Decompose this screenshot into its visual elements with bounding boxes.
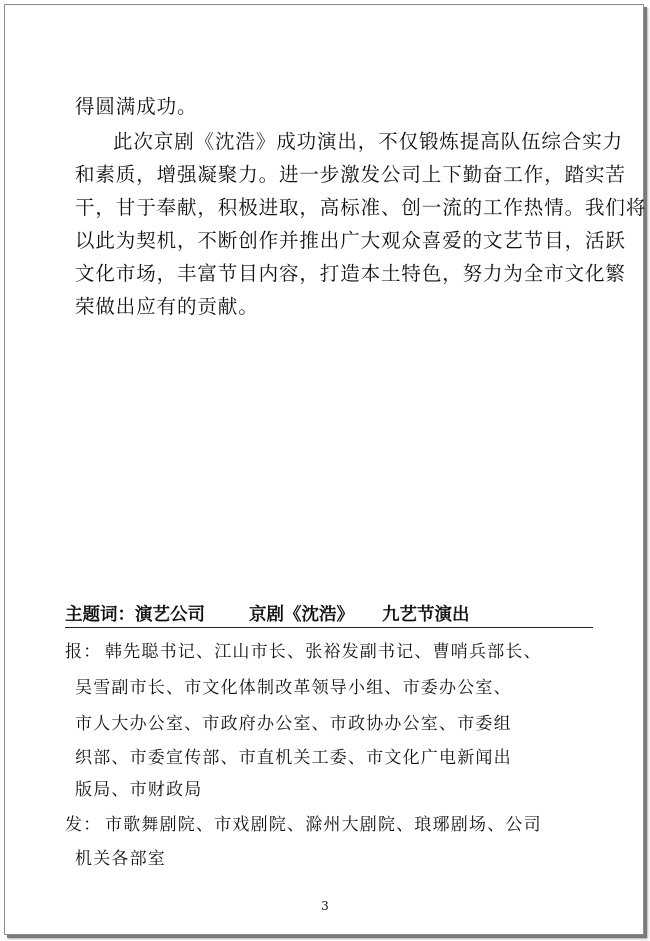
report-label: 报： [65, 642, 102, 662]
divider-rule [65, 627, 593, 628]
subject-label: 主题词：演艺公司 [65, 605, 205, 625]
send-line-2: 机关各部室 [75, 849, 166, 869]
send-label: 发： [65, 815, 102, 835]
body-line-4: 干，甘于奉献，积极进取，高标准、创一流的工作热情。我们将 [75, 196, 647, 219]
body-line-1: 得圆满成功。 [75, 95, 198, 118]
report-line-2: 吴雪副市长、市文化体制改革领导小组、市委办公室、 [75, 678, 512, 698]
subject-keyword-3: 九艺节演出 [382, 605, 470, 625]
body-line-2: 此次京剧《沈浩》成功演出，不仅锻炼提高队伍综合实力 [113, 130, 624, 153]
report-line-1: 韩先聪书记、江山市长、张裕发副书记、曹哨兵部长、 [105, 642, 542, 662]
report-line-5: 版局、市财政局 [75, 780, 203, 800]
report-line-4: 织部、市委宣传部、市直机关工委、市文化广电新闻出 [75, 748, 512, 768]
subject-keyword-2: 京剧《沈浩》 [249, 605, 354, 625]
page-number: 3 [321, 899, 329, 913]
send-line-1: 市歌舞剧院、市戏剧院、滁州大剧院、琅琊剧场、公司 [105, 815, 542, 835]
document-page [4, 4, 647, 935]
body-line-7: 荣做出应有的贡献。 [75, 295, 259, 318]
body-line-5: 以此为契机，不断创作并推出广大观众喜爱的文艺节目，活跃 [75, 229, 626, 252]
subject-keywords [65, 601, 593, 626]
body-line-6: 文化市场，丰富节目内容，打造本土特色，努力为全市文化繁 [75, 262, 626, 285]
report-line-3: 市人大办公室、市政府办公室、市政协办公室、市委组 [75, 714, 512, 734]
body-line-3: 和素质，增强凝聚力。进一步激发公司上下勤奋工作，踏实苦 [75, 163, 626, 186]
